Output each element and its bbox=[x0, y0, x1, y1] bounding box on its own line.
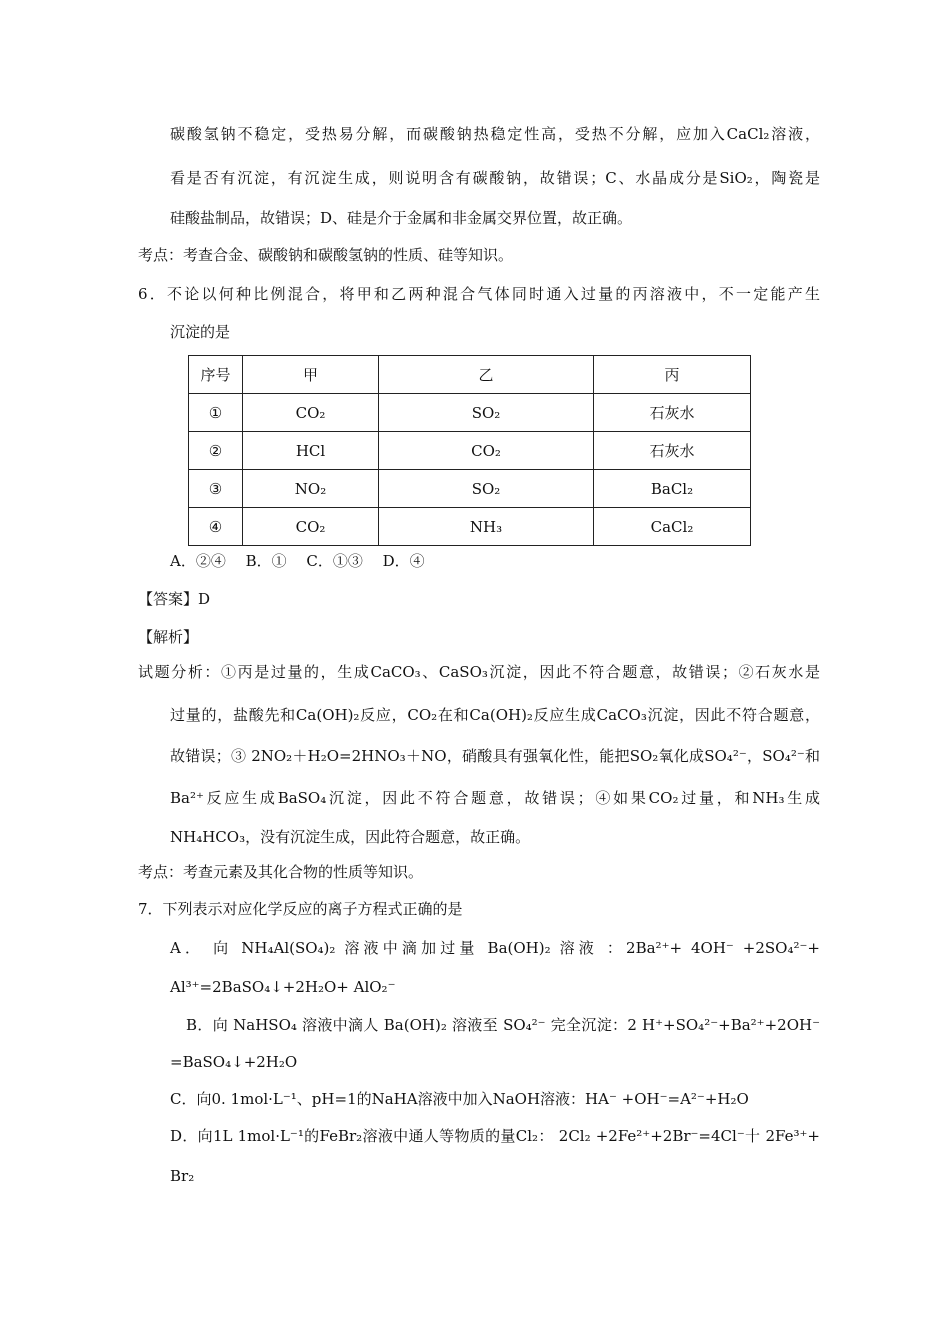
q7-option-b-line-1: B．向 NaHSO₄ 溶液中滴人 Ba(OH)₂ 溶液至 SO₄²⁻ 完全沉淀：2 H⁺+SO₄²⁻+Ba²⁺+2OH⁻ bbox=[186, 1016, 820, 1034]
q6-analysis-line-5: NH₄HCO₃，没有沉淀生成，因此符合题意，故正确。 bbox=[170, 828, 531, 846]
q6-table bbox=[188, 355, 751, 546]
table-cell: NH₃ bbox=[379, 508, 594, 546]
table-header-row bbox=[189, 356, 751, 394]
q6-analysis-line-3: 故错误；③ 2NO₂＋H₂O=2HNO₃＋NO，硝酸具有强氧化性，能把SO₂氧化成SO₄²⁻，SO₄²⁻和 bbox=[170, 747, 820, 765]
table-cell: HCl bbox=[243, 432, 379, 470]
q7-option-b-line-2: =BaSO₄↓+2H₂O bbox=[170, 1053, 298, 1071]
table-cell: SO₂ bbox=[379, 394, 594, 432]
table-cell: ④ bbox=[189, 508, 243, 546]
table-row bbox=[189, 470, 751, 508]
q6-stem-line-2: 沉淀的是 bbox=[170, 323, 231, 341]
table-cell: BaCl₂ bbox=[594, 470, 751, 508]
table-row bbox=[189, 432, 751, 470]
table-cell: 石灰水 bbox=[594, 432, 751, 470]
header-index: 序号 bbox=[189, 356, 243, 394]
kaodian-6: 考点：考查元素及其化合物的性质等知识。 bbox=[138, 863, 424, 881]
intro-line-1: 碳酸氢钠不稳定，受热易分解，而碳酸钠热稳定性高，受热不分解，应加入CaCl₂溶液， bbox=[170, 125, 820, 143]
header-yi: 乙 bbox=[379, 356, 594, 394]
table-cell: CO₂ bbox=[379, 432, 594, 470]
q7-option-a-line-1: A． 向 NH₄Al(SO₄)₂ 溶液中滴加过量 Ba(OH)₂ 溶液 ：2Ba²⁺+ 4OH⁻ +2SO₄²⁻+ bbox=[170, 939, 820, 957]
table-cell: CaCl₂ bbox=[594, 508, 751, 546]
table-cell: SO₂ bbox=[379, 470, 594, 508]
kaodian-5: 考点：考查合金、碳酸钠和碳酸氢钠的性质、硅等知识。 bbox=[138, 246, 514, 264]
table-cell: ② bbox=[189, 432, 243, 470]
q7-option-d-line-1: D．向1L 1mol·L⁻¹的FeBr₂溶液中通人等物质的量Cl₂： 2Cl₂ +2Fe²⁺+2Br⁻=4Cl⁻十 2Fe³⁺+ bbox=[170, 1127, 820, 1145]
q7-option-c: C．向0. 1mol·L⁻¹、pH=1的NaHA溶液中加入NaOH溶液：HA⁻ +OH⁻=A²⁻+H₂O bbox=[170, 1090, 749, 1108]
q6-answer: 【答案】D bbox=[138, 590, 211, 608]
table-row bbox=[189, 508, 751, 546]
table-cell: CO₂ bbox=[243, 394, 379, 432]
q7-option-a-line-2: Al³⁺=2BaSO₄↓+2H₂O+ AlO₂⁻ bbox=[170, 978, 396, 996]
table-cell: CO₂ bbox=[243, 508, 379, 546]
table-row bbox=[189, 394, 751, 432]
intro-line-3: 硅酸盐制品，故错误；D、硅是介于金属和非金属交界位置，故正确。 bbox=[170, 209, 633, 227]
q6-analysis-line-2: 过量的，盐酸先和Ca(OH)₂反应，CO₂在和Ca(OH)₂反应生成CaCO₃沉淀，因此不符合题意， bbox=[170, 706, 820, 724]
header-bing: 丙 bbox=[594, 356, 751, 394]
q6-options: A．②④ B．① C．①③ D．④ bbox=[170, 552, 425, 570]
header-jia: 甲 bbox=[243, 356, 379, 394]
table-cell: ③ bbox=[189, 470, 243, 508]
intro-line-2: 看是否有沉淀，有沉淀生成，则说明含有碳酸钠，故错误；C、水晶成分是SiO₂，陶瓷是 bbox=[170, 169, 820, 187]
q6-jiexi-label: 【解析】 bbox=[138, 628, 199, 646]
q6-stem-line-1: 6．不论以何种比例混合，将甲和乙两种混合气体同时通入过量的丙溶液中，不一定能产生 bbox=[138, 285, 820, 303]
q7-stem: 7．下列表示对应化学反应的离子方程式正确的是 bbox=[138, 900, 463, 918]
table-cell: NO₂ bbox=[243, 470, 379, 508]
q6-analysis-line-4: Ba²⁺反应生成BaSO₄沉淀，因此不符合题意，故错误；④如果CO₂过量，和NH₃生成 bbox=[170, 789, 820, 807]
table-cell: ① bbox=[189, 394, 243, 432]
q7-option-d-line-2: Br₂ bbox=[170, 1167, 195, 1185]
q6-analysis-line-1: 试题分析：①丙是过量的，生成CaCO₃、CaSO₃沉淀，因此不符合题意，故错误；②石灰水是 bbox=[138, 663, 820, 681]
table-cell: 石灰水 bbox=[594, 394, 751, 432]
